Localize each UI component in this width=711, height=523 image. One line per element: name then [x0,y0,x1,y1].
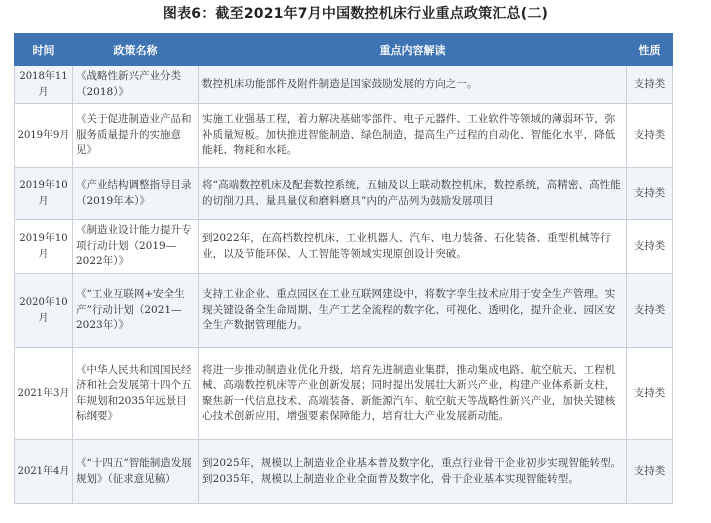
cell-nature: 支持类 [627,348,673,440]
cell-content: 支持工业企业、重点园区在工业互联网建设中，将数字孪生技术应用于安全生产管理。实现关键设备全生命周期、生产工艺全流程的数字化、可视化、透明化，提升企业、园区安全生产数据管理能力。 [199,274,627,348]
cell-policy-name: 《中华人民共和国国民经济和社会发展第十四个五年规划和2035年远景目标纲要》 [73,348,199,440]
cell-policy-name: 《产业结构调整指导目录（2019年本）》 [73,168,199,220]
table-row [15,104,673,168]
table-row [15,168,673,220]
cell-content: 到2025年，规模以上制造业企业基本普及数字化，重点行业骨干企业初步实现智能转型。到2035年，规模以上制造业企业全面普及数字化，骨干企业基本实现智能转型。 [199,440,627,504]
cell-content: 将进一步推动制造业优化升级，培育先进制造业集群，推动集成电路、航空航天、工程机械、高端数控机床等产业创新发展；同时提出发展壮大新兴产业，构建产业体系新支柱，聚焦新一代信息技术、高端装备、新能源汽车、航空航天等战略性新兴产业，加快关键核心技术创新应用，增强要素保障能力，培育壮大产业发展新动能。 [199,348,627,440]
cell-policy-name: 《关于促进制造业产品和服务质量提升的实施意见》 [73,104,199,168]
cell-content: 实施工业强基工程，着力解决基础零部件、电子元器件、工业软件等领域的薄弱环节，弥补质量短板。加快推进智能制造、绿色制造，提高生产过程的自动化、智能化水平，降低能耗、物耗和水耗。 [199,104,627,168]
cell-policy-name: 《“工业互联网+安全生产”行动计划（2021—2023年）》 [73,274,199,348]
cell-time: 2019年10月 [15,220,73,274]
header-policy-name: 政策名称 [73,34,199,66]
cell-content: 将“高端数控机床及配套数控系统，五轴及以上联动数控机床，数控系统，高精密、高性能的切削刀具、量具量仪和磨料磨具”内的产品列为鼓励发展项目 [199,168,627,220]
cell-content: 到2022年，在高档数控机床、工业机器人、汽车、电力装备、石化装备、重型机械等行业，以及节能环保、人工智能等领域实现原创设计突破。 [199,220,627,274]
table-row [15,440,673,504]
cell-time: 2021年4月 [15,440,73,504]
cell-time: 2020年10月 [15,274,73,348]
cell-time: 2019年10月 [15,168,73,220]
cell-time: 2018年11月 [15,66,73,104]
cell-time: 2019年9月 [15,104,73,168]
cell-policy-name: 《“十四五”智能制造发展规划》（征求意见稿） [73,440,199,504]
table-header-row [15,34,673,66]
cell-nature: 支持类 [627,220,673,274]
cell-nature: 支持类 [627,440,673,504]
header-time: 时间 [15,34,73,66]
cell-nature: 支持类 [627,104,673,168]
cell-nature: 支持类 [627,168,673,220]
policy-table [14,33,673,504]
header-content: 重点内容解读 [199,34,627,66]
cell-nature: 支持类 [627,66,673,104]
table-row [15,220,673,274]
cell-content: 数控机床功能部件及附件制造是国家鼓励发展的方向之一。 [199,66,627,104]
cell-policy-name: 《战略性新兴产业分类（2018）》 [73,66,199,104]
cell-policy-name: 《制造业设计能力提升专项行动计划（2019—2022年）》 [73,220,199,274]
table-row [15,348,673,440]
cell-time: 2021年3月 [15,348,73,440]
header-nature: 性质 [627,34,673,66]
figure-title: 图表6：截至2021年7月中国数控机床行业重点政策汇总(二) [162,6,549,22]
cell-nature: 支持类 [627,274,673,348]
table-row [15,66,673,104]
table-row [15,274,673,348]
